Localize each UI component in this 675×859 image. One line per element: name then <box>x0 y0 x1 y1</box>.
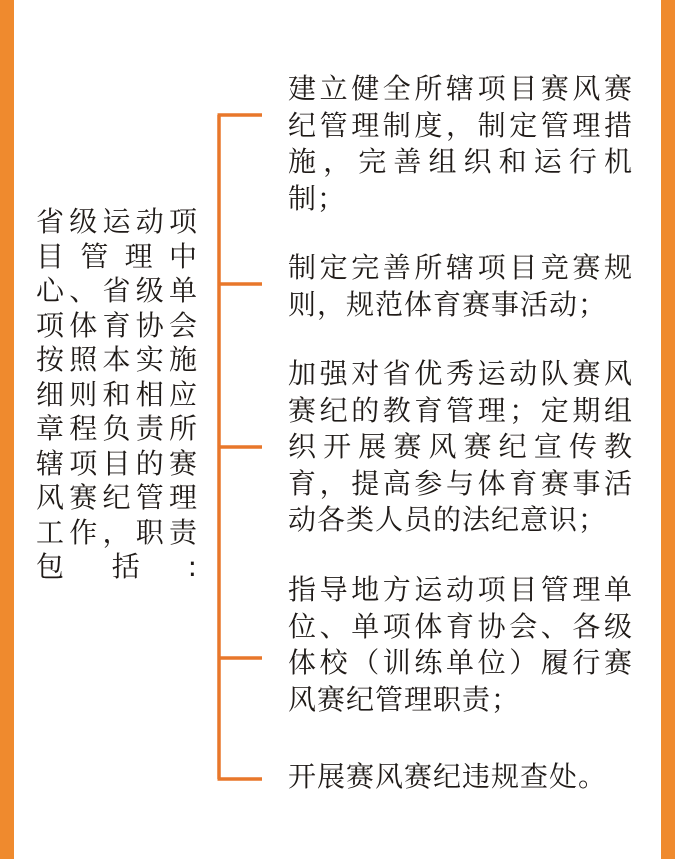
branch-text-2: 加强对省优秀运动队赛风赛纪的教育管理；定期组织开展赛风赛纪宣传教育，提高参与体育赛事活动各类人员的法纪意识； <box>288 357 633 536</box>
left-accent-bar <box>0 0 14 859</box>
branch-text-1: 制定完善所辖项目竞赛规则，规范体育赛事活动； <box>288 251 633 321</box>
branch-text-4: 开展赛风赛纪违规查处。 <box>288 760 608 793</box>
branch-text-3: 指导地方运动项目管理单位、单项体育协会、各级体校（训练单位）履行赛风赛纪管理职责； <box>288 573 633 716</box>
root-node-text: 省级运动项目管理中心、省级单项体育协会按照本实施细则和相应章程负责所辖项目的赛风赛纪管理工作，职责包括: <box>36 205 198 583</box>
right-accent-bar <box>661 0 675 859</box>
branch-text-0: 建立健全所辖项目赛风赛纪管理制度，制定管理措施，完善组织和运行机制； <box>288 72 633 215</box>
